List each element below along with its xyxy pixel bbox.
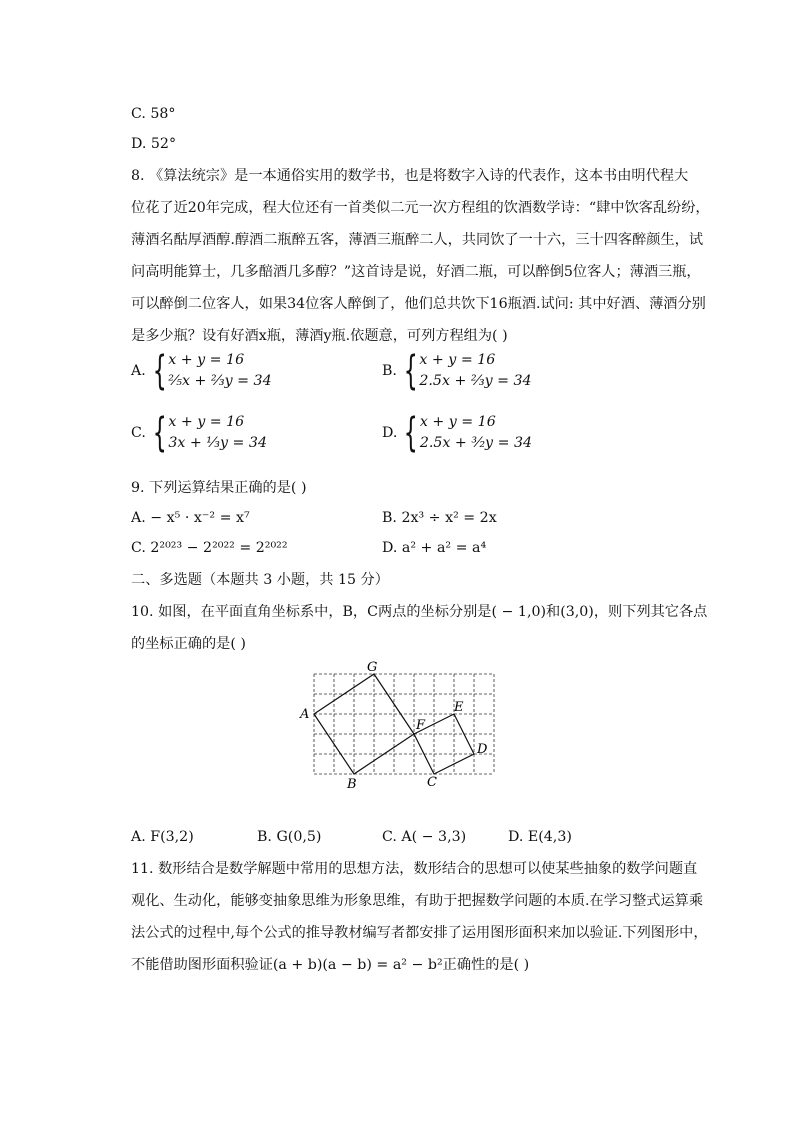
q10-option-b: B. G(0,5) [257, 829, 322, 845]
q8-option-c-eq1: x + y = 16 [168, 414, 245, 430]
q9-option-a: A. − x⁵ · x⁻² = x⁷ [131, 510, 250, 526]
q8-option-c-label: C. [131, 425, 146, 441]
point-label-g: G [367, 660, 378, 675]
brace-icon: { [152, 410, 167, 456]
q9-option-d: D. a² + a² = a⁴ [382, 540, 487, 556]
q8-option-b-eq2: 2.5x + ²⁄₃y = 34 [419, 373, 532, 389]
q8-option-b-eq1: x + y = 16 [419, 352, 496, 368]
q7-option-d: D. 52° [131, 136, 177, 152]
q8-option-d-eq1: x + y = 16 [419, 414, 496, 430]
point-label-c: C [427, 775, 437, 790]
q10-stem-line-1: 10. 如图，在平面直角坐标系中，B，C两点的坐标分别是( − 1,0)和(3,0)，则下列其它各点 [131, 604, 708, 620]
q8-option-c-eq2: 3x + ¹⁄₃y = 34 [168, 435, 267, 451]
q8-option-a [131, 350, 272, 392]
q8-option-b-label: B. [382, 363, 397, 379]
q11-stem-line-4: 不能借助图形面积验证(a + b)(a − b) = a² − b²正确性的是( ) [131, 957, 530, 973]
point-label-f: F [416, 718, 426, 733]
q10-option-a: A. F(3,2) [131, 829, 194, 845]
q9-stem: 9. 下列运算结果正确的是( ) [131, 480, 307, 496]
brace-icon: { [404, 410, 419, 456]
rectangle-agfb [314, 674, 414, 774]
section-heading-multi-choice: 二、多选题（本题共 3 小题，共 15 分） [131, 572, 389, 588]
q8-option-a-label: A. [131, 363, 146, 379]
dashed-grid [314, 674, 494, 774]
point-label-d: D [477, 742, 488, 757]
q11-stem-line-2: 观化、生动化，能够变抽象思维为形象思维，有助于把握数学问题的本质.在学习整式运算乘 [131, 893, 704, 909]
q10-option-d: D. E(4,3) [508, 829, 572, 845]
q8-option-a-eq1: x + y = 16 [168, 352, 245, 368]
q8-stem-line-2: 位花了近20年完成，程大位还有一首类似二元一次方程组的饮酒数学诗：“肆中饮客乱纷纷， [131, 200, 710, 216]
q8-stem-line-1: 8. 《算法统宗》是一本通俗实用的数学书，也是将数字入诗的代表作，这本书由明代程大 [131, 168, 689, 184]
q8-stem-line-5: 可以醉倒二位客人，如果34位客人醉倒了，他们总共饮下16瓶酒.试问: 其中好酒、薄酒分别 [131, 296, 706, 312]
q10-stem-line-2: 的坐标正确的是( ) [131, 636, 246, 652]
brace-icon: { [403, 348, 418, 394]
q10-grid-figure [296, 656, 500, 796]
q8-option-d [382, 412, 532, 454]
q8-option-d-eq2: 2.5x + ³⁄₂y = 34 [419, 435, 533, 451]
q8-option-d-label: D. [382, 425, 398, 441]
q9-option-b: B. 2x³ ÷ x² = 2x [382, 510, 497, 526]
brace-icon: { [152, 348, 167, 394]
point-label-b: B [347, 777, 357, 792]
q8-option-c [131, 412, 267, 454]
q7-option-c: C. 58° [131, 106, 176, 122]
q8-stem-line-3: 薄酒名酤厚酒醇.醇酒二瓶醉五客，薄酒三瓶醉二人，共同饮了一十六，三十四客醉颜生，试 [131, 232, 704, 248]
q11-stem-line-3: 法公式的过程中,每个公式的推导教材编写者都安排了运用图形面积来加以验证.下列图形中， [131, 925, 708, 941]
q8-option-a-eq2: ²⁄₅x + ²⁄₃y = 34 [168, 373, 272, 389]
point-label-e: E [454, 700, 464, 715]
q9-option-c: C. 2²⁰²³ − 2²⁰²² = 2²⁰²² [131, 540, 288, 556]
q8-stem-line-4: 问高明能算士，几多醅酒几多醇？”这首诗是说，好酒二瓶，可以醉倒5位客人；薄酒三瓶， [131, 264, 701, 280]
q11-stem-line-1: 11. 数形结合是数学解题中常用的思想方法，数形结合的思想可以使某些抽象的数学问题直 [131, 861, 698, 877]
q8-option-b [382, 350, 532, 392]
q8-stem-line-6: 是多少瓶？设有好酒x瓶，薄酒y瓶.依题意，可列方程组为( ) [131, 328, 508, 344]
point-label-a: A [300, 707, 310, 722]
q10-option-c: C. A( − 3,3) [382, 829, 467, 845]
